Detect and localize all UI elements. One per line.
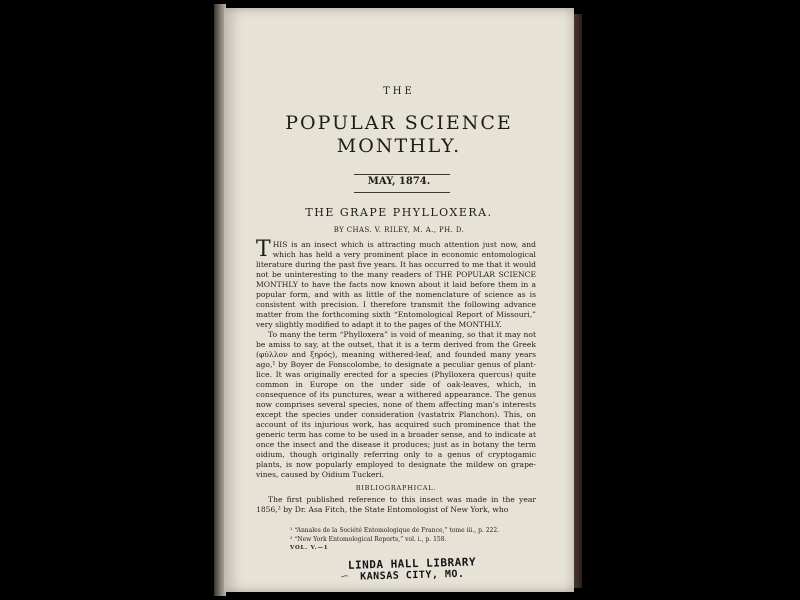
- stamp-flourish-icon: ⁀: [341, 575, 350, 586]
- drop-cap: T: [256, 237, 271, 262]
- page: [224, 8, 574, 592]
- date-rule-top: [354, 174, 450, 175]
- library-stamp-line2: KANSAS CITY, MO.: [360, 568, 465, 583]
- magazine-title-line2: MONTHLY.: [336, 135, 462, 157]
- paragraph-1: [256, 237, 536, 330]
- library-stamp: [348, 555, 489, 583]
- article-byline: BY CHAS. V. RILEY, M. A., PH. D.: [333, 226, 465, 234]
- footnotes: [290, 526, 540, 544]
- library-stamp-line1: LINDA HALL LIBRARY: [347, 555, 477, 572]
- magazine-title: [224, 112, 574, 158]
- paragraph-3: The first published reference to this insect was made in the year 1856,² by Dr. Asa Fitch, the State Entomologist of New York, who: [256, 495, 536, 514]
- paragraph-2: To many the term “Phylloxera” is void of meaning, so that it may not be amiss to say, at the outset, that it is a term derived from the Greek (φύλλον and ξηρός), meaning withered-leaf, and founded many years ago,¹ by Boyer de Fonscolombe, to designate a peculiar genus of plant-lice. It was originally erected for a species (Phylloxera quercus) quite common in Europe on the under side of oak-leaves, which, in consequence of its punctures, wear a withered appearance. The genus now comprises several species, none of them affecting man’s interests except the species under consideration (vastatrix Planchon). This, on account of its injurious work, has acquired such prominence that the generic term has come to be used in a broader sense, and to indicate at once the insect and the disease it produces; just as in botany the term oidium, though originally referring only to a genus of cryptogamic plants, is now popularly employed to designate the mildew on grape-vines, caused by Oidium Tuckeri.: [256, 330, 536, 479]
- article-body: [256, 237, 536, 515]
- section-heading: BIBLIOGRAPHICAL.: [355, 484, 437, 492]
- footnote-2: ² “New York Entomological Reports,” vol. i., p. 158.: [290, 536, 447, 543]
- issue-date: MAY, 1874.: [367, 176, 431, 187]
- volume-mark: VOL. V.—1: [290, 545, 329, 551]
- footnote-1: ¹ “Annales de la Société Entomologique de France,” tome iii., p. 222.: [290, 527, 500, 534]
- article-title: THE GRAPE PHYLLOXERA.: [305, 206, 493, 219]
- masthead-the: THE: [383, 86, 415, 97]
- magazine-title-line1: POPULAR SCIENCE: [285, 112, 513, 134]
- paragraph-1-text: HIS is an insect which is attracting much attention just now, and which has held a very prominent place in economic entomological literature during the past five years. It has occurred to me that it would not be uninteresting to the many readers of THE POPULAR SCIENCE MONTHLY to have the facts now known about it laid before them in a popular form, and with as little of the nomenclature of science as is consistent with precision. I therefore transmit the following advance matter from the forthcoming sixth “Entomological Report of Missouri,” very slightly modified to adapt it to the pages of the MONTHLY.: [256, 240, 536, 329]
- date-rule-bottom: [354, 192, 450, 193]
